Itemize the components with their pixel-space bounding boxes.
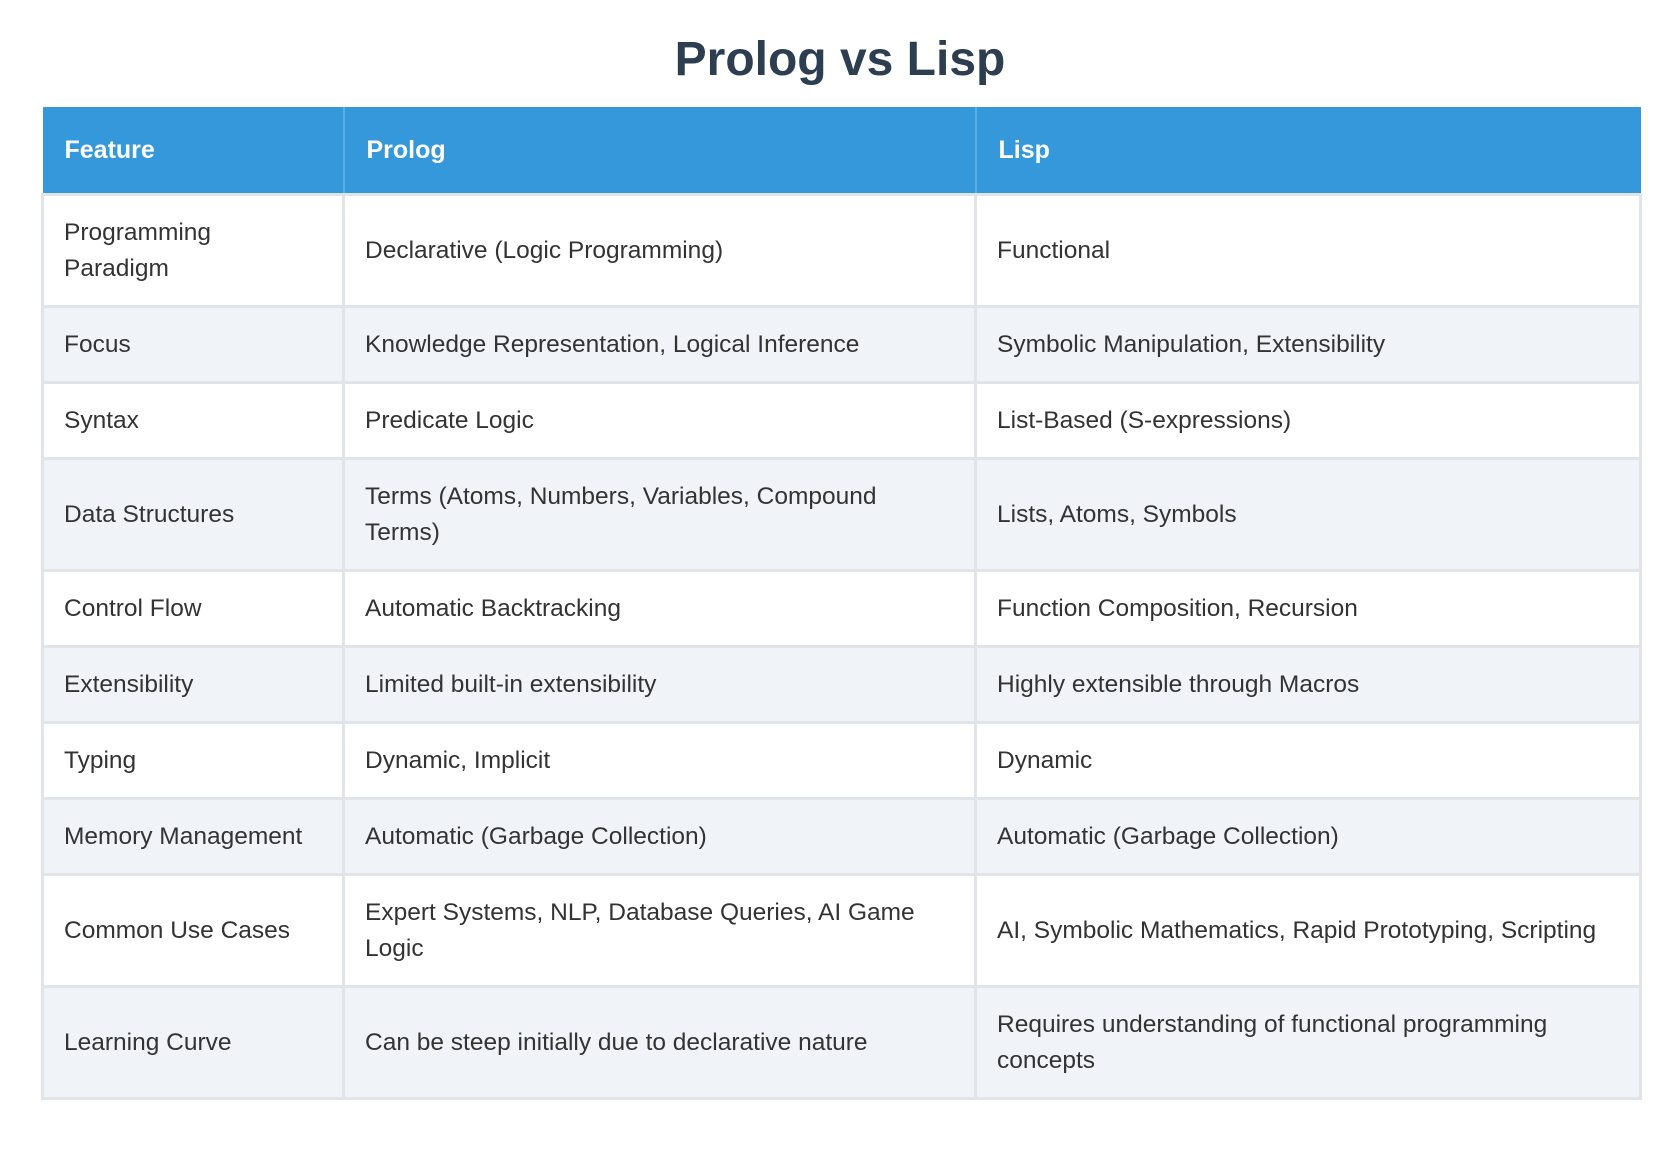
prolog-cell: Dynamic, Implicit xyxy=(344,723,976,799)
page-title: Prolog vs Lisp xyxy=(674,33,1006,86)
table-row xyxy=(43,799,1641,875)
feature-cell: Data Structures xyxy=(43,459,344,571)
lisp-cell: Automatic (Garbage Collection) xyxy=(976,799,1641,875)
prolog-cell: Can be steep initially due to declarative nature xyxy=(344,987,976,1099)
lisp-cell: Highly extensible through Macros xyxy=(976,647,1641,723)
table-row xyxy=(43,383,1641,459)
feature-cell: Extensibility xyxy=(43,647,344,723)
feature-cell: Memory Management xyxy=(43,799,344,875)
table-row xyxy=(43,723,1641,799)
lisp-cell: Dynamic xyxy=(976,723,1641,799)
prolog-cell: Automatic (Garbage Collection) xyxy=(344,799,976,875)
lisp-cell: Symbolic Manipulation, Extensibility xyxy=(976,307,1641,383)
table-row xyxy=(43,459,1641,571)
lisp-cell: Lists, Atoms, Symbols xyxy=(976,459,1641,571)
comparison-table xyxy=(41,107,1642,1100)
table-row xyxy=(43,307,1641,383)
table-row xyxy=(43,647,1641,723)
prolog-cell: Automatic Backtracking xyxy=(344,571,976,647)
lisp-cell: Requires understanding of functional programming concepts xyxy=(976,987,1641,1099)
prolog-cell: Expert Systems, NLP, Database Queries, AI Game Logic xyxy=(344,875,976,987)
column-header-lisp: Lisp xyxy=(976,107,1641,195)
table-row xyxy=(43,987,1641,1099)
lisp-cell: Function Composition, Recursion xyxy=(976,571,1641,647)
prolog-cell: Declarative (Logic Programming) xyxy=(344,195,976,307)
feature-cell: Programming Paradigm xyxy=(43,195,344,307)
feature-cell: Focus xyxy=(43,307,344,383)
table-row xyxy=(43,195,1641,307)
prolog-cell: Knowledge Representation, Logical Inference xyxy=(344,307,976,383)
table-row xyxy=(43,571,1641,647)
lisp-cell: List-Based (S-expressions) xyxy=(976,383,1641,459)
feature-cell: Common Use Cases xyxy=(43,875,344,987)
lisp-cell: Functional xyxy=(976,195,1641,307)
prolog-cell: Terms (Atoms, Numbers, Variables, Compound Terms) xyxy=(344,459,976,571)
feature-cell: Learning Curve xyxy=(43,987,344,1099)
feature-cell: Control Flow xyxy=(43,571,344,647)
column-header-feature: Feature xyxy=(43,107,344,195)
column-header-prolog: Prolog xyxy=(344,107,976,195)
table-row xyxy=(43,875,1641,987)
feature-cell: Typing xyxy=(43,723,344,799)
lisp-cell: AI, Symbolic Mathematics, Rapid Prototyping, Scripting xyxy=(976,875,1641,987)
prolog-cell: Limited built-in extensibility xyxy=(344,647,976,723)
feature-cell: Syntax xyxy=(43,383,344,459)
table-header-row xyxy=(43,107,1641,195)
prolog-cell: Predicate Logic xyxy=(344,383,976,459)
